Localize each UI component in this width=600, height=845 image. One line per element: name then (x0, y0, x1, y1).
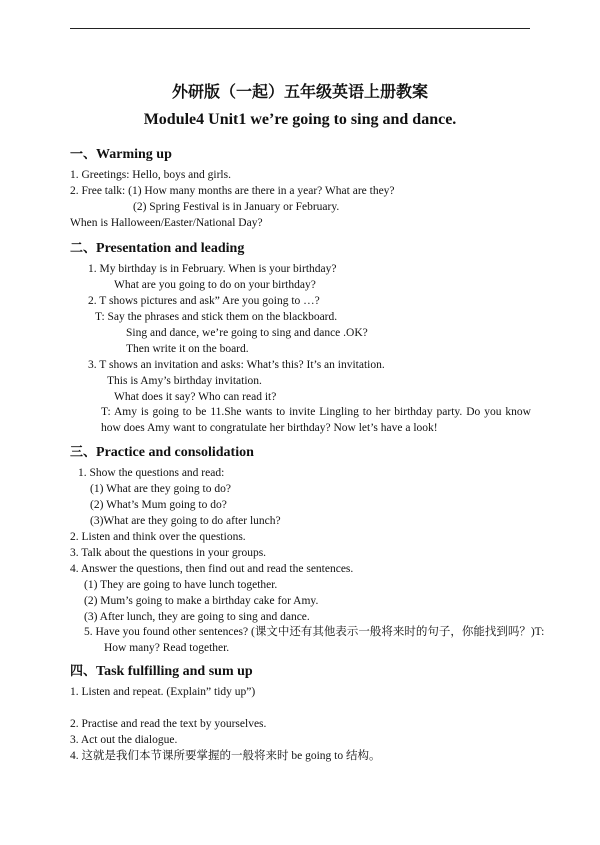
text-line: When is Halloween/Easter/National Day? (70, 217, 263, 229)
section-title: Task fulfilling and sum up (96, 664, 253, 679)
text-line: This is Amy’s birthday invitation. (107, 375, 262, 387)
text-line: (3) After lunch, they are going to sing and dance. (84, 611, 310, 623)
text-line: What are you going to do on your birthday? (114, 279, 316, 291)
text-line: (2) Mum’s going to make a birthday cake for Amy. (84, 595, 319, 607)
text-line: 3. T shows an invitation and asks: What’s this? It’s an invitation. (88, 359, 385, 371)
section-number: 三、 (70, 445, 97, 460)
text-paragraph: T: Amy is going to be 11.She wants to invite Lingling to her birthday party. Do you know how does Amy want to congratulate her birthday? Now let’s have a look! (101, 406, 531, 434)
section-heading-warming-up (70, 143, 172, 163)
text-line: Then write it on the board. (126, 343, 249, 355)
text-line: 1. My birthday is in February. When is your birthday? (88, 263, 337, 275)
text-line: 1. Greetings: Hello, boys and girls. (70, 169, 231, 181)
section-title: Presentation and leading (96, 241, 245, 256)
text-line: 1. Listen and repeat. (Explain” tidy up”) (70, 686, 256, 698)
text-line: 3. Talk about the questions in your groups. (70, 547, 267, 559)
section-heading-task (70, 660, 253, 680)
section-heading-practice (70, 441, 254, 461)
text-line: 4. 这就是我们本节课所要掌握的一般将来时 be going to 结构。 (70, 750, 381, 762)
section-heading-presentation (70, 237, 244, 257)
top-rule (70, 28, 530, 29)
text-line: 2. Listen and think over the questions. (70, 531, 246, 543)
text-line: What does it say? Who can read it? (114, 391, 277, 403)
text-line: (1) They are going to have lunch together. (84, 579, 278, 591)
text-line: Sing and dance, we’re going to sing and dance .OK? (126, 327, 368, 339)
text-line: 2. Free talk: (1) How many months are there in a year? What are they? (70, 185, 395, 197)
section-number: 四、 (70, 664, 97, 679)
text-line: 3. Act out the dialogue. (70, 734, 178, 746)
text-line: 1. Show the questions and read: (78, 467, 225, 479)
text-line: 2. Practise and read the text by yourselves. (70, 718, 267, 730)
text-paragraph: 5. Have you found other sentences? (课文中还有其他表示一般将来时的句子，你能找到吗？)T: How many? Read together. (84, 626, 545, 654)
section-title: Practice and consolidation (96, 445, 254, 460)
text-line: 4. Answer the questions, then find out and read the sentences. (70, 563, 354, 575)
section-number: 二、 (70, 241, 97, 256)
text-line: (3)What are they going to do after lunch? (90, 515, 281, 527)
text-line: (1) What are they going to do? (90, 483, 231, 495)
text-line: (2) Spring Festival is in January or February. (133, 201, 340, 213)
text-line: 2. T shows pictures and ask” Are you going to …? (88, 295, 320, 307)
section-number: 一、 (70, 147, 97, 162)
lesson-subtitle: Module4 Unit1 we’re going to sing and dance. (143, 111, 457, 128)
text-line: T: Say the phrases and stick them on the blackboard. (95, 311, 338, 323)
section-title: Warming up (96, 147, 172, 162)
text-line: (2) What’s Mum going to do? (90, 499, 227, 511)
document-title: 外研版（一起）五年级英语上册教案 (171, 82, 428, 101)
